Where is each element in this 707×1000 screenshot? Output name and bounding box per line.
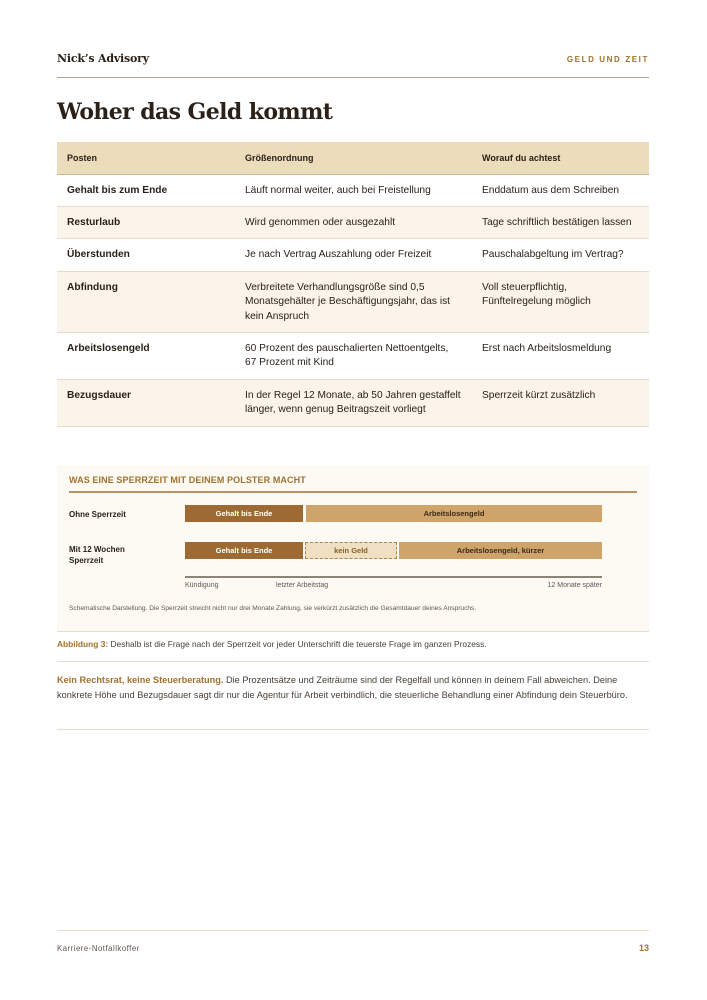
disclaimer-text: Die Prozentsätze und Zeiträume sind der Regelfall und können in deinem Fall abweichen. Deine konkrete Höhe und Bezugsdauer sagt dir nur die Agentur für Arbeit verbindlich, die steuerliche Behandlung einer Abfindung dein Steuerbüro.: [57, 675, 628, 700]
table-row: [57, 206, 649, 238]
disclaimer-label: Kein Rechtsrat, keine Steuerberatung.: [57, 675, 224, 685]
cell-achten: Sperrzeit kürzt zusätzlich: [472, 379, 649, 426]
figure-divider: [69, 491, 637, 493]
figure-note: Schematische Darstellung. Die Sperrzeit streicht nicht nur drei Monate Zahlung, sie verkürzt zusätzlich die Gesamtdauer deines Anspruchs.: [69, 605, 477, 612]
disclaimer: [57, 673, 649, 730]
timeline-segment-benefit: Arbeitslosengeld: [306, 505, 602, 522]
brand-name: Nick’s Advisory: [57, 52, 149, 65]
table-row: [57, 174, 649, 206]
timeline-segment-benefit-shorter: Arbeitslosengeld, kürzer: [399, 542, 602, 559]
income-sources-table: [57, 142, 649, 427]
timeline-label-without: Ohne Sperrzeit: [69, 510, 126, 519]
timeline-segment-salary: Gehalt bis Ende: [185, 542, 303, 559]
caption-label: Abbildung 3:: [57, 639, 109, 649]
axis-label-mid: letzter Arbeitstag: [276, 582, 329, 589]
figure-title: WAS EINE SPERRZEIT MIT DEINEM POLSTER MACHT: [69, 475, 306, 485]
cell-posten: Überstunden: [57, 239, 235, 271]
axis-label-start: Kündigung: [185, 582, 219, 589]
caption-text: Deshalb ist die Frage nach der Sperrzeit vor jeder Unterschrift die teuerste Frage im ganzen Prozess.: [108, 639, 487, 649]
page-footer: [57, 930, 649, 953]
timeline-segment-no-money: kein Geld: [305, 542, 397, 559]
cell-groesse: 60 Prozent des pauschalierten Nettoentgelts, 67 Prozent mit Kind: [235, 332, 472, 379]
cell-achten: Tage schriftlich bestätigen lassen: [472, 206, 649, 238]
table-row: [57, 271, 649, 332]
cell-groesse: Läuft normal weiter, auch bei Freistellung: [235, 174, 472, 206]
cell-groesse: Je nach Vertrag Auszahlung oder Freizeit: [235, 239, 472, 271]
timeline-segment-salary: Gehalt bis Ende: [185, 505, 303, 522]
figure-caption: [57, 632, 649, 662]
footer-book-title: Karriere-Notfallkoffer: [57, 944, 140, 953]
cell-posten: Resturlaub: [57, 206, 235, 238]
page-title: Woher das Geld kommt: [57, 99, 333, 125]
cell-groesse: Wird genommen oder ausgezahlt: [235, 206, 472, 238]
cell-posten: Bezugsdauer: [57, 379, 235, 426]
column-header-posten: Posten: [57, 142, 235, 174]
cell-achten: Voll steuerpflichtig, Fünftelregelung möglich: [472, 271, 649, 332]
column-header-achten: Worauf du achtest: [472, 142, 649, 174]
cell-achten: Pauschalabgeltung im Vertrag?: [472, 239, 649, 271]
cell-posten: Arbeitslosengeld: [57, 332, 235, 379]
cell-groesse: In der Regel 12 Monate, ab 50 Jahren gestaffelt länger, wenn genug Beitragszeit vorliegt: [235, 379, 472, 426]
table-row: [57, 239, 649, 271]
cell-groesse: Verbreitete Verhandlungsgröße sind 0,5 Monatsgehälter je Beschäftigungsjahr, das ist kein Anspruch: [235, 271, 472, 332]
axis-label-end: 12 Monate später: [547, 582, 602, 589]
timeline-axis: [185, 576, 602, 578]
page-number: 13: [638, 943, 649, 953]
cell-posten: Abfindung: [57, 271, 235, 332]
table-row: [57, 332, 649, 379]
page-header: [57, 52, 649, 78]
section-tag: GELD UND ZEIT: [566, 55, 649, 64]
cell-achten: Enddatum aus dem Schreiben: [472, 174, 649, 206]
sperrzeit-figure: [57, 465, 649, 632]
cell-achten: Erst nach Arbeitslosmeldung: [472, 332, 649, 379]
table-row: [57, 379, 649, 426]
table-header-row: [57, 142, 649, 174]
cell-posten: Gehalt bis zum Ende: [57, 174, 235, 206]
timeline-label-with-sperrzeit: Mit 12 Wochen Sperrzeit: [69, 545, 125, 565]
column-header-groesse: Größenordnung: [235, 142, 472, 174]
